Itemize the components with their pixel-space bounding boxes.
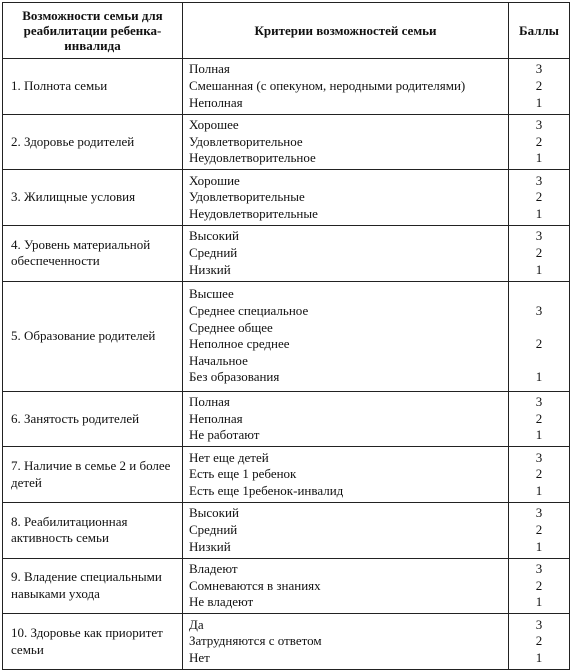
criteria-cell (183, 558, 509, 614)
score-value: 1 (535, 427, 543, 443)
criterion-text: Полная (189, 61, 230, 77)
criterion-text: Удовлетворительное (189, 133, 303, 149)
table-row (3, 225, 570, 281)
criterion-text: Низкий (189, 261, 231, 277)
score-value: 3 (535, 302, 543, 318)
score-value: 2 (535, 78, 543, 94)
criterion-text: Нет (189, 649, 210, 665)
scores-cell (509, 447, 570, 503)
score-value: 3 (535, 61, 543, 77)
table-row (3, 614, 570, 670)
score-value: 3 (535, 117, 543, 133)
criterion-text: Есть еще 1ребенок-инвалид (189, 483, 344, 498)
score-value (509, 353, 569, 370)
table-row (3, 59, 570, 115)
score-value: 1 (535, 150, 543, 166)
criterion-text: Высокий (189, 228, 239, 244)
table-row (3, 447, 570, 503)
score-value (509, 286, 569, 303)
score-value: 1 (535, 261, 543, 277)
score-value: 2 (535, 577, 543, 593)
family-possibility-cell: 1. Полнота семьи (3, 59, 183, 115)
score-value: 2 (535, 133, 543, 149)
score-value: 1 (535, 205, 543, 221)
score-value: 3 (535, 449, 543, 465)
criterion-text: Хорошие (189, 172, 240, 188)
criterion-text: Не владеют (189, 594, 254, 610)
scores-cell (509, 558, 570, 614)
score-value: 2 (535, 336, 543, 352)
criterion-text: Высокий (189, 505, 239, 521)
score-value: 2 (535, 410, 543, 426)
table-row (3, 170, 570, 226)
table-row (3, 114, 570, 170)
criteria-cell (183, 114, 509, 170)
scores-cell (509, 281, 570, 391)
table-row (3, 391, 570, 447)
scores-cell (509, 114, 570, 170)
table-header-row (3, 3, 570, 59)
score-value: 2 (535, 244, 543, 260)
criterion-text: Удовлетворительные (189, 189, 305, 205)
score-value: 3 (535, 561, 543, 577)
criterion-text: Низкий (189, 538, 231, 554)
criterion-text: Хорошее (189, 117, 239, 133)
score-value: 3 (535, 172, 543, 188)
criterion-text: Нет еще детей (189, 449, 269, 465)
family-possibility-cell: 6. Занятость родителей (3, 391, 183, 447)
family-possibility-cell: 5. Образование родителей (3, 281, 183, 391)
criterion-text: Средний (189, 244, 238, 260)
criteria-cell (183, 391, 509, 447)
score-value (509, 320, 569, 337)
family-possibility-cell: 9. Владение специальными навыками ухода (3, 558, 183, 614)
criterion-text: Не работают (189, 427, 260, 443)
scores-cell (509, 170, 570, 226)
criteria-cell (183, 614, 509, 670)
table-row (3, 503, 570, 559)
criterion-text: Есть еще 1 ребенок (189, 466, 297, 482)
criterion-text: Полная (189, 394, 230, 410)
criterion-text: Сомневаются в знаниях (189, 577, 321, 593)
family-possibility-cell: 3. Жилищные условия (3, 170, 183, 226)
score-value: 3 (535, 505, 543, 521)
criteria-cell (183, 59, 509, 115)
score-value: 1 (535, 483, 543, 498)
family-possibility-cell: 7. Наличие в семье 2 и более детей (3, 447, 183, 503)
table-row (3, 558, 570, 614)
score-value: 3 (535, 228, 543, 244)
criteria-cell (183, 447, 509, 503)
score-value: 2 (535, 522, 543, 538)
scores-cell (509, 614, 570, 670)
criterion-text: Владеют (189, 561, 238, 577)
criteria-cell (183, 225, 509, 281)
scores-cell (509, 503, 570, 559)
family-possibility-cell: 10. Здоровье как приоритет семьи (3, 614, 183, 670)
criterion-text: Среднее общее (189, 319, 273, 335)
score-value: 1 (535, 369, 543, 385)
criterion-text: Без образования (189, 369, 280, 385)
scores-cell (509, 391, 570, 447)
criterion-text: Неудовлетворительное (189, 150, 316, 166)
score-value: 2 (535, 633, 543, 649)
score-value: 1 (535, 94, 543, 110)
score-value: 1 (535, 538, 543, 554)
criterion-text: Средний (189, 522, 238, 538)
family-rehabilitation-table (2, 2, 570, 670)
score-value: 1 (535, 649, 543, 665)
criterion-text: Неудовлетворительные (189, 205, 318, 221)
table-row (3, 281, 570, 391)
criterion-text: Неполное среднее (189, 336, 290, 352)
criterion-text: Неполная (189, 94, 243, 110)
family-possibility-cell: 2. Здоровье родителей (3, 114, 183, 170)
criteria-cell (183, 281, 509, 391)
header-family-possibilities: Возможности семьи для реабилитации ребенка-инвалида (3, 3, 183, 59)
criterion-text: Среднее специальное (189, 302, 309, 318)
criterion-text: Затрудняются с ответом (189, 633, 322, 649)
family-possibility-cell: 8. Реабилитационная активность семьи (3, 503, 183, 559)
criterion-text: Да (189, 616, 204, 632)
score-value: 3 (535, 394, 543, 410)
score-value: 1 (535, 594, 543, 610)
criteria-cell (183, 503, 509, 559)
header-criteria: Критерии возможностей семьи (183, 3, 509, 59)
score-value: 2 (535, 189, 543, 205)
scores-cell (509, 59, 570, 115)
criterion-text: Неполная (189, 410, 243, 426)
criterion-text: Высшее (189, 286, 234, 302)
table-body (3, 59, 570, 670)
header-scores: Баллы (509, 3, 570, 59)
score-value: 2 (535, 466, 543, 482)
criterion-text: Начальное (189, 352, 248, 368)
criterion-text: Смешанная (с опекуном, неродными родителями) (189, 78, 466, 94)
score-value: 3 (535, 616, 543, 632)
scores-cell (509, 225, 570, 281)
family-possibility-cell: 4. Уровень материальной обеспеченности (3, 225, 183, 281)
criteria-cell (183, 170, 509, 226)
